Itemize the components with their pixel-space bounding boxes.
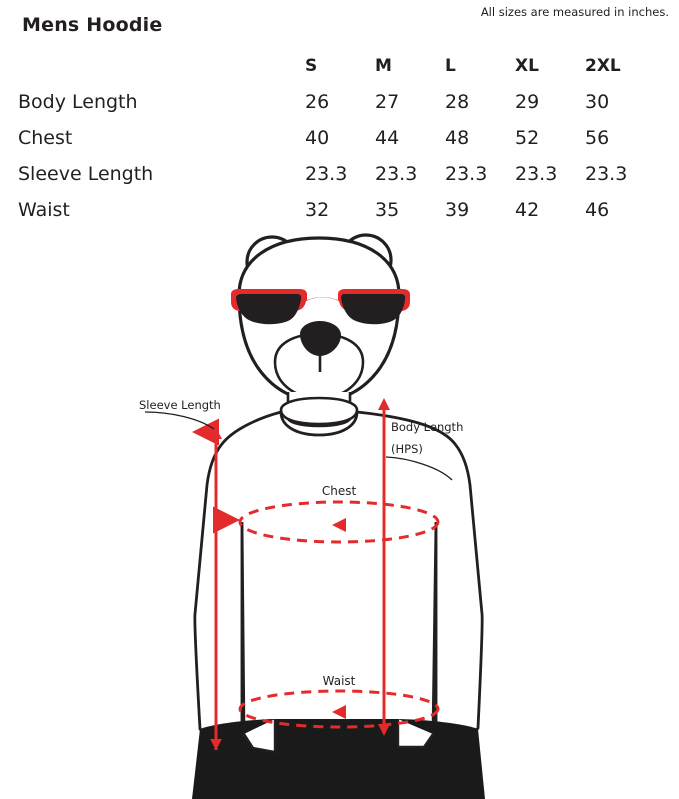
pants	[192, 719, 485, 799]
body-length-label-line2: (HPS)	[391, 442, 423, 456]
waist-label: Waist	[322, 674, 356, 688]
table-header-row	[18, 48, 655, 84]
table-header-l: L	[445, 56, 456, 76]
cell-body-length-l: 28	[445, 91, 470, 113]
row-label-sleeve-length: Sleeve Length	[18, 163, 154, 185]
cell-waist-l: 39	[445, 199, 470, 221]
cell-waist-2xl: 46	[585, 199, 610, 221]
cell-sleeve-length-l: 23.3	[445, 163, 488, 185]
sleeve-length-label: Sleeve Length	[139, 398, 221, 412]
size-chart-table	[18, 48, 655, 228]
body-length-label-line1: Body Length	[391, 420, 464, 434]
cell-chest-2xl: 56	[585, 127, 610, 149]
cell-chest-m: 44	[375, 127, 400, 149]
cell-waist-s: 32	[305, 199, 330, 221]
cell-sleeve-length-xl: 23.3	[515, 163, 558, 185]
table-header-blank	[18, 48, 305, 84]
cell-waist-m: 35	[375, 199, 400, 221]
sleeve-length-leader	[145, 412, 214, 429]
cell-waist-xl: 42	[515, 199, 540, 221]
cell-body-length-m: 27	[375, 91, 400, 113]
chest-label: Chest	[321, 484, 357, 498]
row-label-waist: Waist	[18, 199, 70, 221]
hoodie-collar	[281, 398, 357, 424]
hoodie-figure	[192, 392, 485, 799]
hoodie-body	[195, 412, 482, 752]
cell-body-length-s: 26	[305, 91, 330, 113]
cell-sleeve-length-m: 23.3	[375, 163, 418, 185]
cell-chest-xl: 52	[515, 127, 540, 149]
cell-sleeve-length-2xl: 23.3	[585, 163, 628, 185]
row-label-body-length: Body Length	[18, 91, 138, 113]
row-label-chest: Chest	[18, 127, 73, 149]
measurement-note: All sizes are measured in inches.	[480, 5, 669, 19]
table-header-s: S	[305, 56, 318, 76]
table-header-2xl: 2XL	[585, 56, 621, 76]
table-row	[18, 120, 655, 156]
cell-body-length-2xl: 30	[585, 91, 610, 113]
cell-body-length-xl: 29	[515, 91, 540, 113]
hoodie-measurement-diagram	[0, 222, 679, 799]
cell-sleeve-length-s: 23.3	[305, 163, 348, 185]
cell-chest-l: 48	[445, 127, 470, 149]
cell-chest-s: 40	[305, 127, 330, 149]
table-header-xl: XL	[515, 56, 539, 76]
table-row	[18, 84, 655, 120]
table-header-m: M	[375, 56, 392, 76]
body-length-arrow-top	[378, 398, 390, 410]
table-row	[18, 156, 655, 192]
sleeve-length-arrow-top	[210, 428, 222, 439]
page-title: Mens Hoodie	[22, 14, 163, 36]
bear-head-illustration	[231, 235, 410, 401]
